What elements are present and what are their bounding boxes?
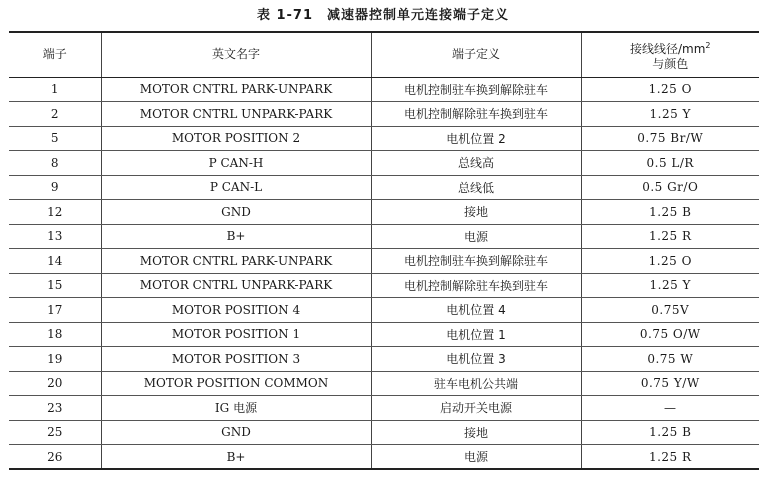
wire-spec-cell: 1.25 B xyxy=(581,200,759,225)
wire-spec-cell: 1.25 Y xyxy=(581,102,759,127)
wire-spec-cell: — xyxy=(581,396,759,421)
english-name-cell: MOTOR POSITION 3 xyxy=(101,347,371,372)
english-name-cell: MOTOR CNTRL PARK-UNPARK xyxy=(101,77,371,102)
terminal-cell: 1 xyxy=(9,77,101,102)
table-row xyxy=(9,126,759,151)
english-name-cell: MOTOR POSITION 2 xyxy=(101,126,371,151)
table-row xyxy=(9,371,759,396)
wire-spec-cell: 0.5 L/R xyxy=(581,151,759,176)
table-row xyxy=(9,298,759,323)
definition-cell: 电机控制解除驻车换到驻车 xyxy=(371,102,581,127)
wire-spec-cell: 1.25 B xyxy=(581,420,759,445)
definition-cell: 电机位置 4 xyxy=(371,298,581,323)
english-name-cell: B+ xyxy=(101,224,371,249)
header-wire-sup: 2 xyxy=(705,40,711,50)
terminal-cell: 5 xyxy=(9,126,101,151)
definition-cell: 电机位置 2 xyxy=(371,126,581,151)
terminal-cell: 13 xyxy=(9,224,101,249)
wire-spec-cell: 0.75 Y/W xyxy=(581,371,759,396)
terminal-cell: 26 xyxy=(9,445,101,470)
definition-cell: 电机位置 3 xyxy=(371,347,581,372)
header-definition: 端子定义 xyxy=(371,32,581,77)
english-name-cell: GND xyxy=(101,420,371,445)
definition-cell: 接地 xyxy=(371,200,581,225)
wire-spec-cell: 0.75 O/W xyxy=(581,322,759,347)
header-wire-line1: 接线线径/mm xyxy=(629,41,706,56)
wire-spec-cell: 1.25 O xyxy=(581,77,759,102)
terminal-cell: 25 xyxy=(9,420,101,445)
table-row xyxy=(9,396,759,421)
wire-spec-cell: 0.75 W xyxy=(581,347,759,372)
terminal-cell: 18 xyxy=(9,322,101,347)
english-name-cell: MOTOR POSITION 4 xyxy=(101,298,371,323)
header-wire-line2: 与颜色 xyxy=(652,56,689,71)
wire-spec-cell: 1.25 R xyxy=(581,224,759,249)
terminal-cell: 19 xyxy=(9,347,101,372)
definition-cell: 接地 xyxy=(371,420,581,445)
terminal-cell: 12 xyxy=(9,200,101,225)
wire-spec-cell: 0.75 Br/W xyxy=(581,126,759,151)
table-row xyxy=(9,175,759,200)
definition-cell: 驻车电机公共端 xyxy=(371,371,581,396)
table-row xyxy=(9,249,759,274)
english-name-cell: IG 电源 xyxy=(101,396,371,421)
definition-cell: 电机控制解除驻车换到驻车 xyxy=(371,273,581,298)
wire-spec-cell: 0.5 Gr/O xyxy=(581,175,759,200)
table-caption xyxy=(0,4,766,23)
table-row xyxy=(9,200,759,225)
wire-spec-cell: 0.75V xyxy=(581,298,759,323)
table-row xyxy=(9,151,759,176)
definition-cell: 电机位置 1 xyxy=(371,322,581,347)
table-row xyxy=(9,445,759,470)
table-number: 表 1-71 xyxy=(256,8,314,23)
definition-cell: 电源 xyxy=(371,224,581,249)
header-english-name: 英文名字 xyxy=(101,32,371,77)
terminal-cell: 20 xyxy=(9,371,101,396)
english-name-cell: P CAN-L xyxy=(101,175,371,200)
english-name-cell: MOTOR CNTRL PARK-UNPARK xyxy=(101,249,371,274)
definition-cell: 电源 xyxy=(371,445,581,470)
wire-spec-cell: 1.25 Y xyxy=(581,273,759,298)
terminal-cell: 14 xyxy=(9,249,101,274)
definition-cell: 电机控制驻车换到解除驻车 xyxy=(371,77,581,102)
definition-cell: 总线低 xyxy=(371,175,581,200)
table-title: 减速器控制单元连接端子定义 xyxy=(327,8,510,23)
wire-spec-cell: 1.25 O xyxy=(581,249,759,274)
english-name-cell: MOTOR POSITION 1 xyxy=(101,322,371,347)
english-name-cell: P CAN-H xyxy=(101,151,371,176)
terminal-definition-table xyxy=(9,31,759,470)
table-row xyxy=(9,273,759,298)
definition-cell: 电机控制驻车换到解除驻车 xyxy=(371,249,581,274)
english-name-cell: MOTOR CNTRL UNPARK-PARK xyxy=(101,273,371,298)
table-header-row xyxy=(9,32,759,77)
definition-cell: 总线高 xyxy=(371,151,581,176)
wire-spec-cell: 1.25 R xyxy=(581,445,759,470)
table-row xyxy=(9,420,759,445)
definition-cell: 启动开关电源 xyxy=(371,396,581,421)
english-name-cell: GND xyxy=(101,200,371,225)
english-name-cell: B+ xyxy=(101,445,371,470)
table-row xyxy=(9,224,759,249)
terminal-cell: 15 xyxy=(9,273,101,298)
header-wire-size-color xyxy=(581,32,759,77)
table-row xyxy=(9,102,759,127)
header-terminal: 端子 xyxy=(9,32,101,77)
table-row xyxy=(9,77,759,102)
terminal-cell: 17 xyxy=(9,298,101,323)
table-row xyxy=(9,322,759,347)
terminal-cell: 8 xyxy=(9,151,101,176)
english-name-cell: MOTOR POSITION COMMON xyxy=(101,371,371,396)
terminal-cell: 9 xyxy=(9,175,101,200)
terminal-cell: 2 xyxy=(9,102,101,127)
table-body xyxy=(9,77,759,469)
terminal-cell: 23 xyxy=(9,396,101,421)
english-name-cell: MOTOR CNTRL UNPARK-PARK xyxy=(101,102,371,127)
table-row xyxy=(9,347,759,372)
